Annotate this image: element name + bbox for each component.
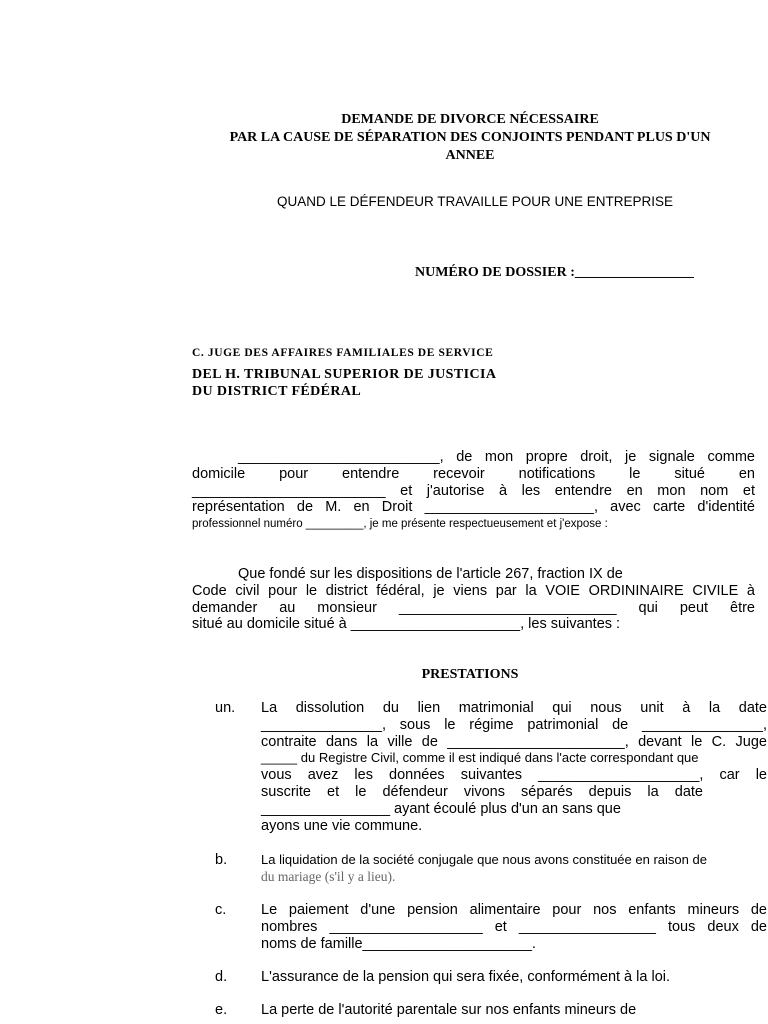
item-c-line-3: noms de famille_____________________. [261, 935, 536, 952]
item-c-line-1: Le paiement d'une pension alimentaire pour nos enfants mineurs de [261, 902, 767, 918]
item-a-line-5: vous avez les données suivantes ____________________, car le [261, 767, 767, 784]
addressee-court [192, 366, 496, 400]
intro-line-2: domicile pour entendre recevoir notifications le situé en [192, 465, 755, 482]
item-letter-c: c. [215, 902, 227, 918]
item-a-line-3: contraite dans la ville de ______________________, devant le C. Juge [261, 733, 767, 750]
intro-line-4: représentation de M. en Droit _____________________, avec carte d'identité [192, 499, 755, 516]
intro-line-1: _________________________, de mon propre droit, je signale comme [238, 449, 755, 465]
item-a-line-7: ________________ ayant écoulé plus d'un an sans que [261, 800, 621, 817]
request-line-3: demander au monsieur ___________________________ qui peut être [192, 599, 755, 616]
item-body-d [261, 969, 767, 986]
item-body-c [261, 902, 767, 952]
item-e-line-1: La perte de l'autorité parentale sur nos enfants mineurs de [261, 1002, 637, 1018]
item-letter-d: d. [215, 969, 228, 985]
item-letter-a: un. [215, 700, 236, 716]
addressee-court-line-2: DU DISTRICT FÉDÉRAL [192, 384, 362, 399]
prestations-heading: PRESTATIONS [421, 667, 519, 682]
intro-line-5: professionnel numéro _________, je me présente respectueusement et j'expose : [192, 518, 608, 531]
document-title [150, 111, 768, 165]
title-line-3: ANNEE [445, 148, 495, 163]
title-line-1: DEMANDE DE DIVORCE NÉCESSAIRE [341, 112, 599, 127]
intro-paragraph [192, 449, 755, 533]
item-a-line-6: suscrite et le défendeur vivons séparés depuis la date [261, 783, 703, 800]
item-body-e [261, 1002, 767, 1019]
item-c-line-2: nombres ___________________ et _________________ tous deux de [261, 918, 767, 935]
item-a-line-2: _______________, sous le régime patrimonial de _______________, [261, 716, 767, 733]
intro-line-3: ________________________ et j'autorise à les entendre en mon nom et [192, 482, 755, 499]
item-a-line-8: ayons une vie commune. [261, 817, 423, 834]
title-line-2: PAR LA CAUSE DE SÉPARATION DES CONJOINTS PENDANT PLUS D'UN [229, 130, 711, 145]
item-a-line-4: _____ du Registre Civil, comme il est indiqué dans l'acte correspondant que [261, 750, 699, 766]
document-subtitle: QUAND LE DÉFENDEUR TRAVAILLE POUR UNE ENTREPRISE [276, 194, 674, 209]
item-b-line-2: du mariage (s'il y a lieu). [261, 868, 396, 884]
request-line-1: Que fondé sur les dispositions de l'article 267, fraction IX de [238, 566, 623, 582]
addressee-court-line-1: DEL H. TRIBUNAL SUPERIOR DE JUSTICIA [192, 367, 497, 382]
dossier-number-field: NUMÉRO DE DOSSIER :_________________ [415, 265, 694, 280]
request-line-4: situé au domicile situé à _____________________, les suivantes : [192, 616, 621, 633]
item-letter-e: e. [215, 1002, 228, 1018]
item-d-line-1: L'assurance de la pension qui sera fixée, conformément à la loi. [261, 969, 671, 985]
item-body-b [261, 852, 767, 886]
request-line-2: Code civil pour le district fédéral, je viens par la VOIE ORDININAIRE CIVILE à [192, 582, 755, 599]
item-body-a [261, 700, 767, 834]
addressee-judge: C. JUGE DES AFFAIRES FAMILIALES DE SERVICE [192, 347, 494, 359]
item-b-line-1: La liquidation de la société conjugale que nous avons constituée en raison de [261, 852, 707, 867]
request-paragraph [192, 566, 755, 633]
item-a-line-1: La dissolution du lien matrimonial qui nous unit à la date [261, 700, 767, 716]
item-letter-b: b. [215, 852, 228, 868]
